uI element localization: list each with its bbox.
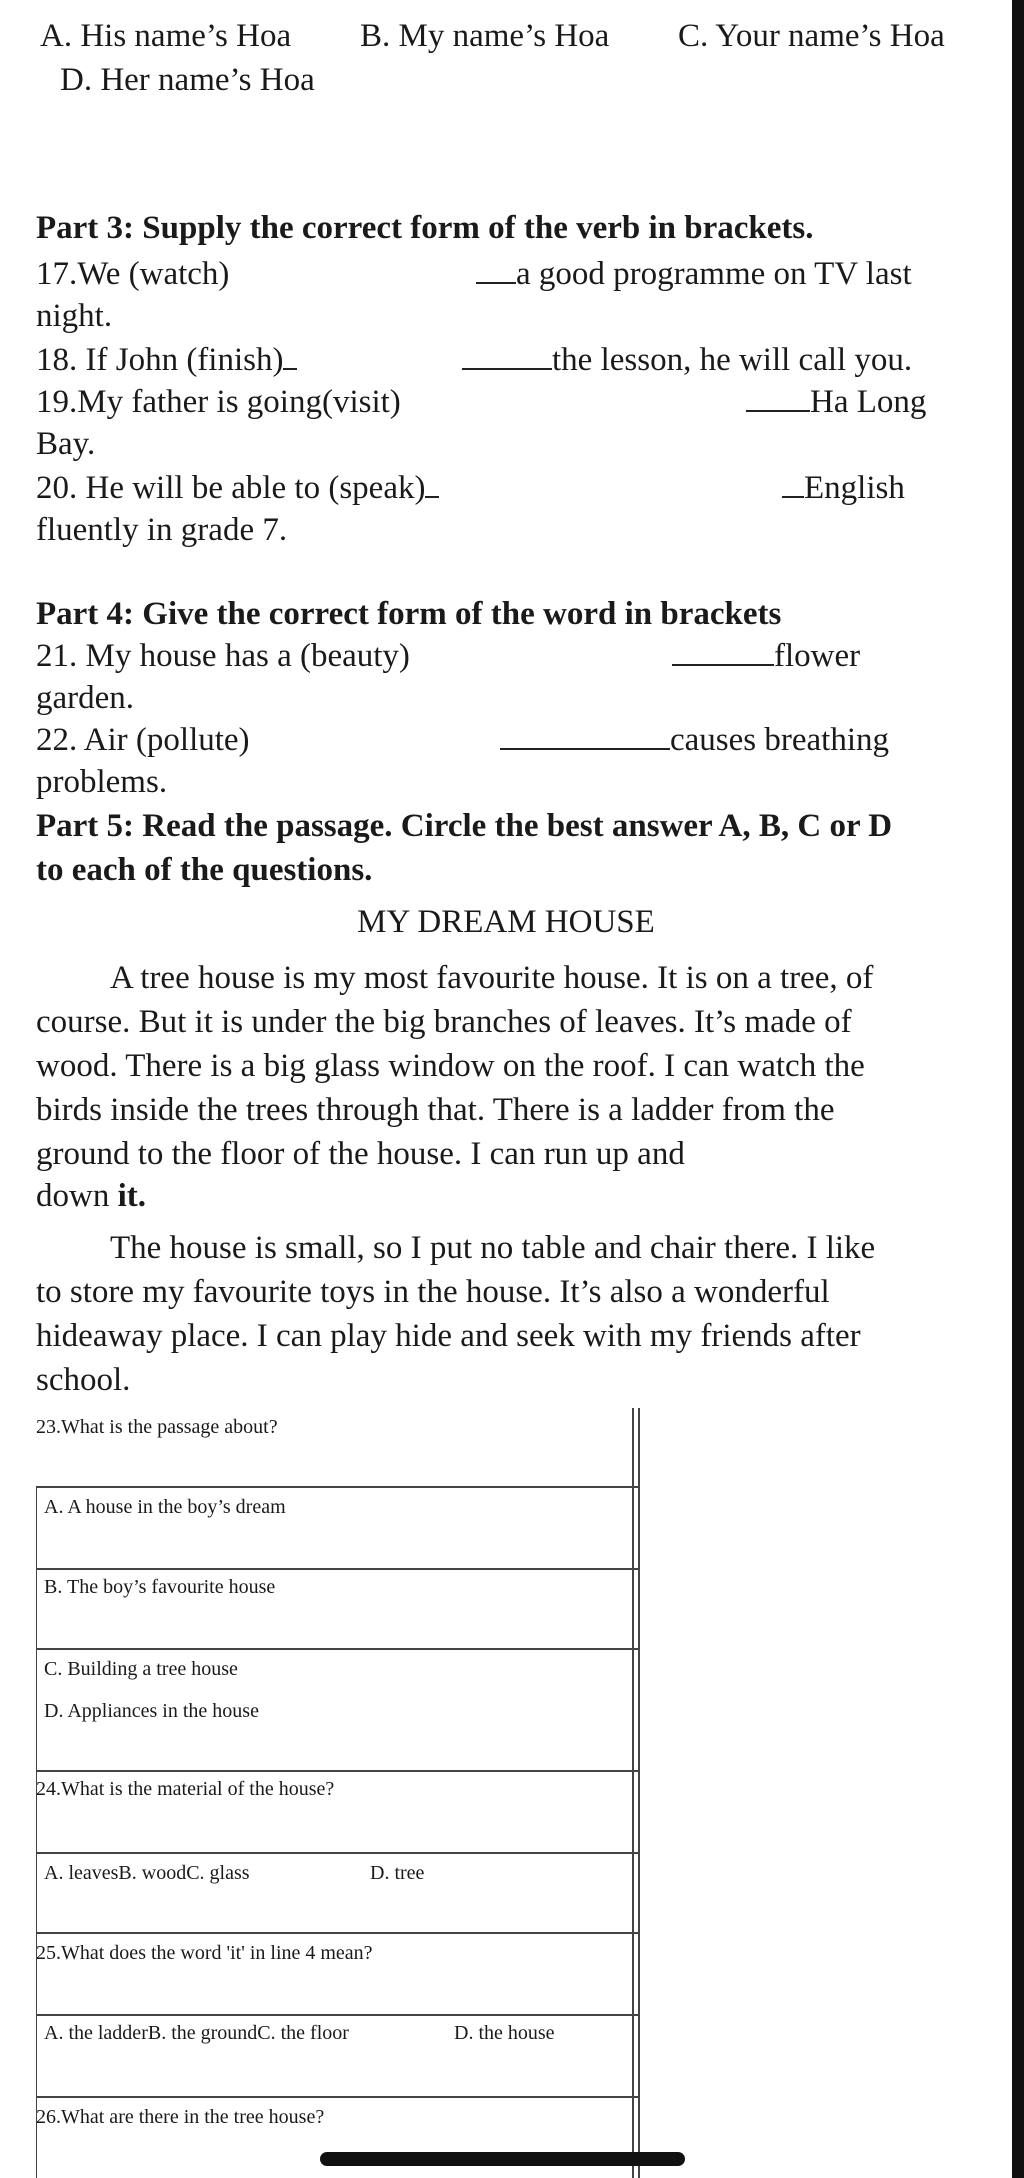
q23-question: 23.What is the passage about? (36, 1416, 278, 1438)
q25-option-d[interactable]: D. the house (454, 2022, 555, 2044)
q21-answer-line (672, 636, 860, 676)
table-row-line (36, 2096, 638, 2098)
part3-heading: Part 3: Supply the correct form of the verb in brackets. (36, 210, 814, 246)
table-right-line-2 (638, 1408, 640, 2178)
q24-options-abc[interactable]: A. leavesB. woodC. glass (44, 1862, 250, 1884)
passage-p1-line6 (36, 1176, 146, 1216)
passage-p2-line1: The house is small, so I put no table and chair there. I like (110, 1230, 876, 1266)
q23-option-b[interactable]: B. The boy’s favourite house (44, 1576, 276, 1598)
q20-continuation: fluently in grade 7. (36, 512, 288, 548)
q22-prompt: 22. Air (pollute) (36, 722, 250, 758)
q21-prompt: 21. My house has a (beauty) (36, 638, 410, 674)
passage-p1-line1: A tree house is my most favourite house. It is on a tree, of (110, 960, 874, 996)
q22-blank[interactable] (500, 722, 670, 750)
passage-p2-line4: school. (36, 1362, 131, 1398)
q22-answer-line (500, 720, 889, 760)
passage-p1-it: it. (117, 1178, 147, 1214)
passage-p2-line2: to store my favourite toys in the house. It’s also a wonderful (36, 1274, 830, 1310)
q17-rest: a good programme on TV last (516, 256, 912, 292)
q23-option-d[interactable]: D. Appliances in the house (44, 1700, 259, 1722)
q18-rest: the lesson, he will call you. (552, 342, 913, 378)
q18-blank[interactable] (462, 342, 552, 370)
q24-question: 24.What is the material of the house? (36, 1778, 335, 1800)
table-row-line (36, 2014, 638, 2016)
q18-prompt-line (36, 340, 297, 380)
home-indicator-bar[interactable] (320, 2152, 685, 2166)
q20-rest: English (804, 470, 905, 506)
table-row-line (36, 1486, 638, 1488)
passage-p1-line2: course. But it is under the big branches of leaves. It’s made of (36, 1004, 852, 1040)
q16-option-d: D. Her name’s Hoa (60, 62, 315, 98)
q20-prompt: 20. He will be able to (speak) (36, 470, 426, 506)
q23-option-a[interactable]: A. A house in the boy’s dream (44, 1496, 286, 1518)
q18-answer-line (462, 340, 912, 380)
table-left-line (36, 1486, 37, 2178)
passage-p1-line3: wood. There is a big glass window on the roof. I can watch the (36, 1048, 865, 1084)
q20-short-blank (425, 470, 439, 498)
q19-rest: Ha Long (810, 384, 927, 420)
passage-title: MY DREAM HOUSE (357, 904, 655, 940)
table-row-line (36, 1852, 638, 1854)
table-row-line (36, 1770, 638, 1772)
part4-heading: Part 4: Give the correct form of the word in brackets (36, 596, 782, 632)
table-row-line (36, 1568, 638, 1570)
q16-option-a: A. His name’s Hoa (40, 18, 292, 54)
part5-heading-line1: Part 5: Read the passage. Circle the best answer A, B, C or D (36, 808, 893, 844)
table-right-line-1 (632, 1408, 634, 2178)
passage-p1-line4: birds inside the trees through that. There is a ladder from the (36, 1092, 835, 1128)
q21-blank[interactable] (672, 638, 774, 666)
passage-p2-line3: hideaway place. I can play hide and seek with my friends after (36, 1318, 861, 1354)
q17-blank[interactable] (476, 256, 516, 284)
q23-option-c[interactable]: C. Building a tree house (44, 1658, 238, 1680)
q19-prompt: 19.My father is going(visit) (36, 384, 401, 420)
passage-p1-down: down (36, 1178, 118, 1214)
q18-prompt: 18. If John (finish) (36, 342, 284, 378)
q16-option-c: C. Your name’s Hoa (678, 18, 945, 54)
table-row-line (36, 1648, 638, 1650)
q17-prompt: 17.We (watch) (36, 256, 230, 292)
q19-answer-line (746, 382, 926, 422)
q24-option-d[interactable]: D. tree (370, 1862, 425, 1884)
q20-answer-line (782, 468, 905, 508)
q22-rest: causes breathing (670, 722, 889, 758)
q17-answer-line (476, 254, 912, 294)
part5-heading-line2: to each of the questions. (36, 852, 373, 888)
q17-continuation: night. (36, 298, 113, 334)
table-row-line (36, 1932, 638, 1934)
q25-question: 25.What does the word 'it' in line 4 mean? (36, 1942, 373, 1964)
q21-rest: flower (774, 638, 861, 674)
q21-continuation: garden. (36, 680, 135, 716)
q18-short-blank (283, 342, 297, 370)
right-edge-bar (1012, 0, 1024, 2178)
q19-blank[interactable] (746, 384, 810, 412)
q16-option-b: B. My name’s Hoa (360, 18, 610, 54)
q20-prompt-line (36, 468, 439, 508)
q26-question: 26.What are there in the tree house? (36, 2106, 325, 2128)
q20-blank[interactable] (782, 470, 804, 498)
q22-continuation: problems. (36, 764, 168, 800)
q25-options-abc[interactable]: A. the ladderB. the groundC. the floor (44, 2022, 349, 2044)
passage-p1-line5: ground to the floor of the house. I can run up and (36, 1136, 685, 1172)
q19-continuation: Bay. (36, 426, 96, 462)
